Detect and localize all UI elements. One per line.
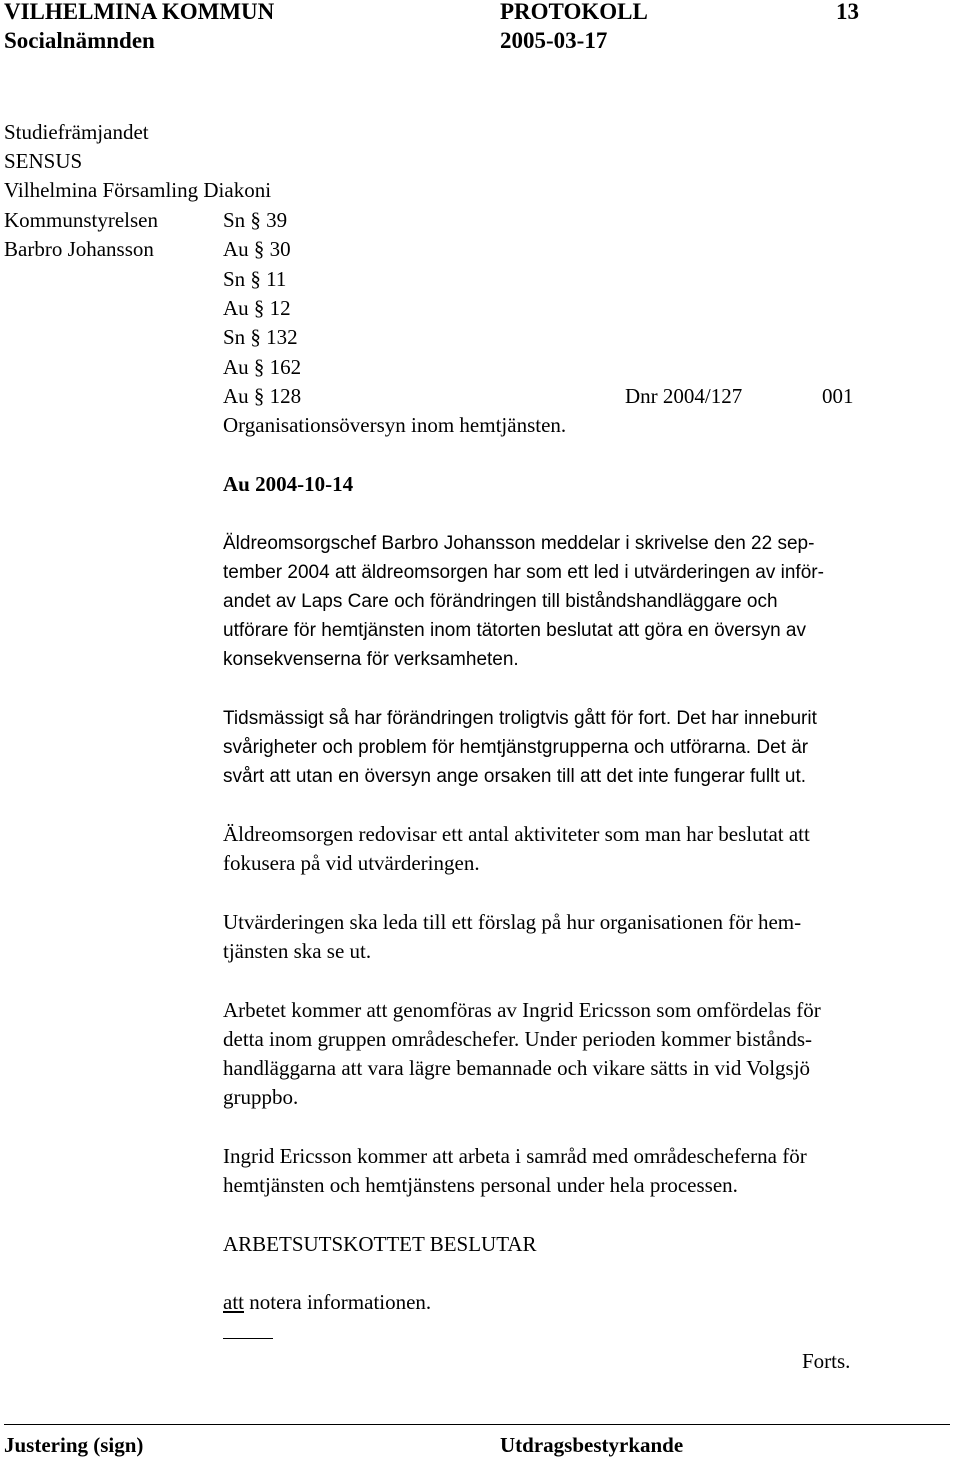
decision-line (223, 1288, 431, 1317)
paragraph-text: Ingrid Ericsson kommer att arbeta i samråd med områdescheferna för hemtjänsten och hemtjänstens personal under hela processen. (223, 1144, 807, 1197)
reference-item: Sn § 132 (223, 325, 298, 349)
reference-item: Au § 162 (223, 355, 302, 379)
footer-divider (4, 1424, 950, 1425)
reference-item: Sn § 39 (223, 208, 288, 232)
paragraph-3 (223, 820, 935, 878)
paragraph-text: Tidsmässigt så har förändringen troligtvis gått för fort. Det har inneburit svårigheter och problem för hemtjänstgrupperna och utförarna. Det är svårt att utan en översyn ange orsaken till att det inte fungerar fullt ut. (223, 708, 817, 787)
short-divider (223, 1338, 273, 1339)
header-org: VILHELMINA KOMMUN (4, 0, 275, 24)
paragraph-5 (223, 996, 935, 1112)
paragraph-text: Äldreomsorgen redovisar ett antal aktiviteter som man har beslutat att fokusera på vid utvärderingen. (223, 822, 810, 875)
reference-item: Sn § 11 (223, 267, 287, 291)
paragraph-text: Utvärderingen ska leda till ett förslag på hur organisationen för hem- tjänsten ska se ut. (223, 910, 802, 963)
distribution-item: Barbro Johansson (4, 237, 154, 261)
distribution-item: Vilhelmina Församling Diakoni (4, 178, 272, 202)
reference-item: Au § 30 (223, 237, 291, 261)
decision-att: att (223, 1290, 244, 1314)
paragraph-4 (223, 908, 935, 966)
footer-justering: Justering (sign) (4, 1433, 144, 1457)
reference-item: Au § 12 (223, 296, 291, 320)
paragraph-text: Arbetet kommer att genomföras av Ingrid Ericsson som omfördelas för detta inom gruppen områdeschefer. Under perioden kommer bistånds- handläggarna att vara lägre bemannade och vikare sätts in vid Volgsjö gruppbo. (223, 998, 821, 1109)
header-body: Socialnämnden (4, 28, 155, 53)
au-heading: Au 2004-10-14 (223, 472, 354, 496)
continued-label: Forts. (802, 1349, 851, 1373)
paragraph-1 (223, 529, 935, 674)
subject-title: Organisationsöversyn inom hemtjänsten. (223, 413, 567, 437)
distribution-item: Studiefrämjandet (4, 120, 149, 144)
header-date: 2005-03-17 (500, 28, 608, 53)
header-page-number: 13 (836, 0, 859, 24)
paragraph-6 (223, 1142, 935, 1200)
decision-text: notera informationen. (249, 1290, 432, 1314)
paragraph-2 (223, 704, 935, 791)
reference-item: Au § 128 (223, 384, 302, 408)
paragraph-text: Äldreomsorgschef Barbro Johansson meddelar i skrivelse den 22 sep- tember 2004 att äldreomsorgen har som ett led i utvärderingen av inför- andet av Laps Care och förändringen till biståndshandläggare och utförare för hemtjänsten inom tätorten beslutat att göra en översyn av konsekvenserna för verksamheten. (223, 533, 824, 670)
distribution-item: Kommunstyrelsen (4, 208, 158, 232)
header-doc-type: PROTOKOLL (500, 0, 648, 24)
decision-heading: ARBETSUTSKOTTET BESLUTAR (223, 1232, 537, 1256)
dnr-label: Dnr 2004/127 (625, 384, 743, 408)
distribution-item: SENSUS (4, 149, 83, 173)
dnr-code: 001 (822, 384, 854, 408)
footer-utdragsbestyrkande: Utdragsbestyrkande (500, 1433, 684, 1457)
